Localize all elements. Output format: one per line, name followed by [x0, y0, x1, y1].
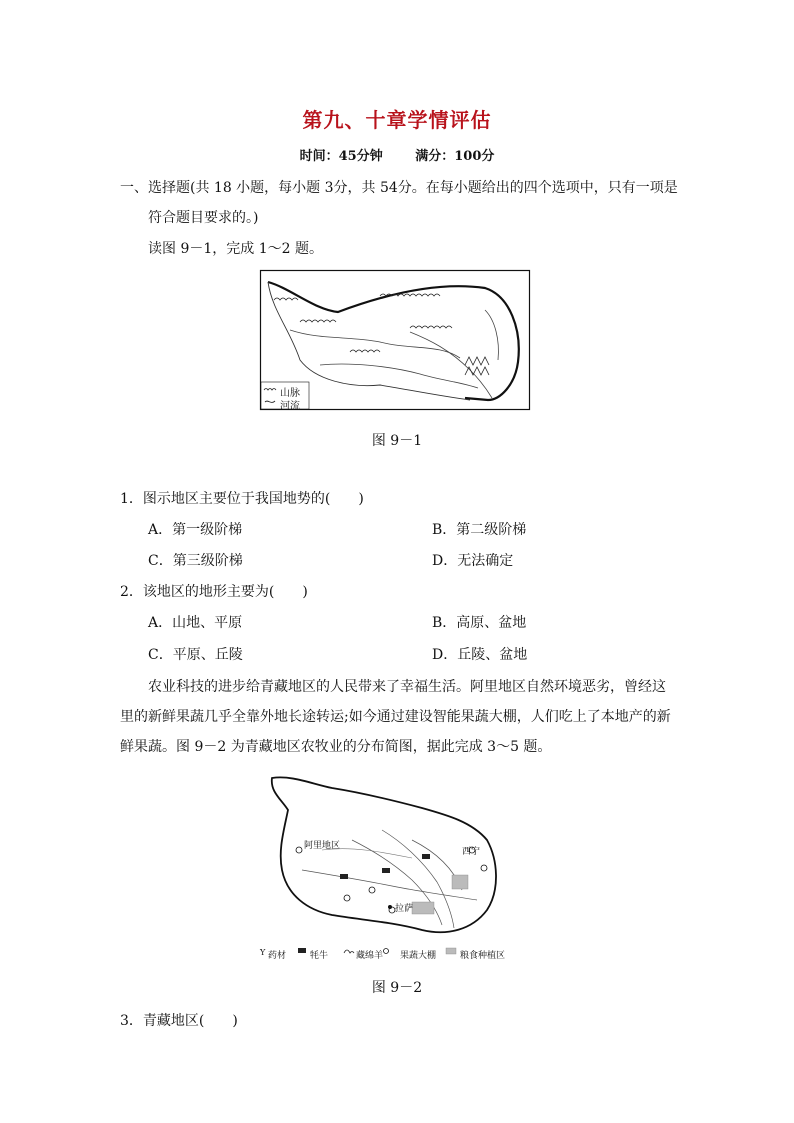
legend-herb-icon: Y: [260, 948, 266, 957]
q2-option-d: D．丘陵、盆地: [432, 647, 528, 663]
greenhouse-marker: [296, 847, 302, 853]
q2-option-a: A．山地、平原: [148, 615, 243, 631]
legend-herb-label: 药材: [268, 951, 287, 961]
grain-area-marker: [452, 875, 468, 889]
q2-option-b: B．高原、盆地: [432, 615, 527, 631]
figure1-caption: 图 9－1: [371, 433, 423, 449]
legend-grain-label: 粮食种植区: [460, 951, 506, 961]
legend-sheep-icon: [344, 950, 354, 953]
page-title: 第九、十章学情评估: [302, 108, 492, 132]
q2-stem: 2．该地区的地形主要为( ): [120, 584, 308, 600]
legend-grain-icon: [446, 948, 456, 954]
figure2-caption: 图 9－2: [371, 980, 423, 996]
lhasa-dot: [388, 905, 392, 909]
legend-yak-icon: [298, 948, 306, 953]
passage-line1: 农业科技的进步给青藏地区的人民带来了幸福生活。阿里地区自然环境恶劣，曾经这: [148, 679, 666, 695]
q3-stem: 3．青藏地区( ): [120, 1013, 238, 1029]
exam-time: 时间：45分钟: [299, 149, 383, 164]
f2-label-xining: 西宁: [462, 847, 481, 857]
q1-option-b: B．第二级阶梯: [432, 522, 527, 538]
greenhouse-marker: [369, 887, 375, 893]
section-heading-line1: 一、选择题(共 18 小题，每小题 3分，共 54分。在每小题给出的四个选项中，只有一项是: [120, 180, 678, 196]
legend-river-label: 河流: [280, 401, 300, 412]
exam-meta: [0, 145, 794, 164]
yak-marker: [340, 874, 348, 879]
q1-stem: 1．图示地区主要位于我国地势的( ): [120, 491, 364, 507]
legend-sheep-label: 藏绵羊: [356, 951, 384, 961]
legend-greenhouse-icon: [384, 949, 389, 954]
greenhouse-marker: [344, 895, 350, 901]
legend-mountain-label: 山脉: [280, 388, 300, 399]
f2-label-lhasa: 拉萨: [395, 904, 414, 914]
q1-option-c: C．第三级阶梯: [148, 553, 243, 569]
legend-yak-label: 牦牛: [310, 951, 329, 961]
exam-score: 满分：100分: [415, 149, 495, 164]
passage-line2: 里的新鲜果蔬几乎全靠外地长途转运;如今通过建设智能果蔬大棚，人们吃上了本地产的新: [120, 709, 671, 725]
q1-option-a: A．第一级阶梯: [148, 522, 243, 538]
section-heading-line2: 符合题目要求的。): [148, 210, 259, 226]
legend-greenhouse-label: 果蔬大棚: [400, 951, 437, 961]
grain-area-marker: [412, 902, 434, 914]
yak-marker: [422, 854, 430, 859]
read-instruction: 读图 9－1，完成 1～2 题。: [148, 241, 323, 257]
passage-line3: 鲜果蔬。图 9－2 为青藏地区农牧业的分布简图，据此完成 3～5 题。: [120, 739, 552, 755]
f2-label-ali: 阿里地区: [304, 841, 341, 851]
figure1-map: [260, 270, 530, 410]
greenhouse-marker: [481, 865, 487, 871]
q1-option-d: D．无法确定: [432, 553, 514, 569]
q2-option-c: C．平原、丘陵: [148, 647, 243, 663]
yak-marker: [382, 868, 390, 873]
